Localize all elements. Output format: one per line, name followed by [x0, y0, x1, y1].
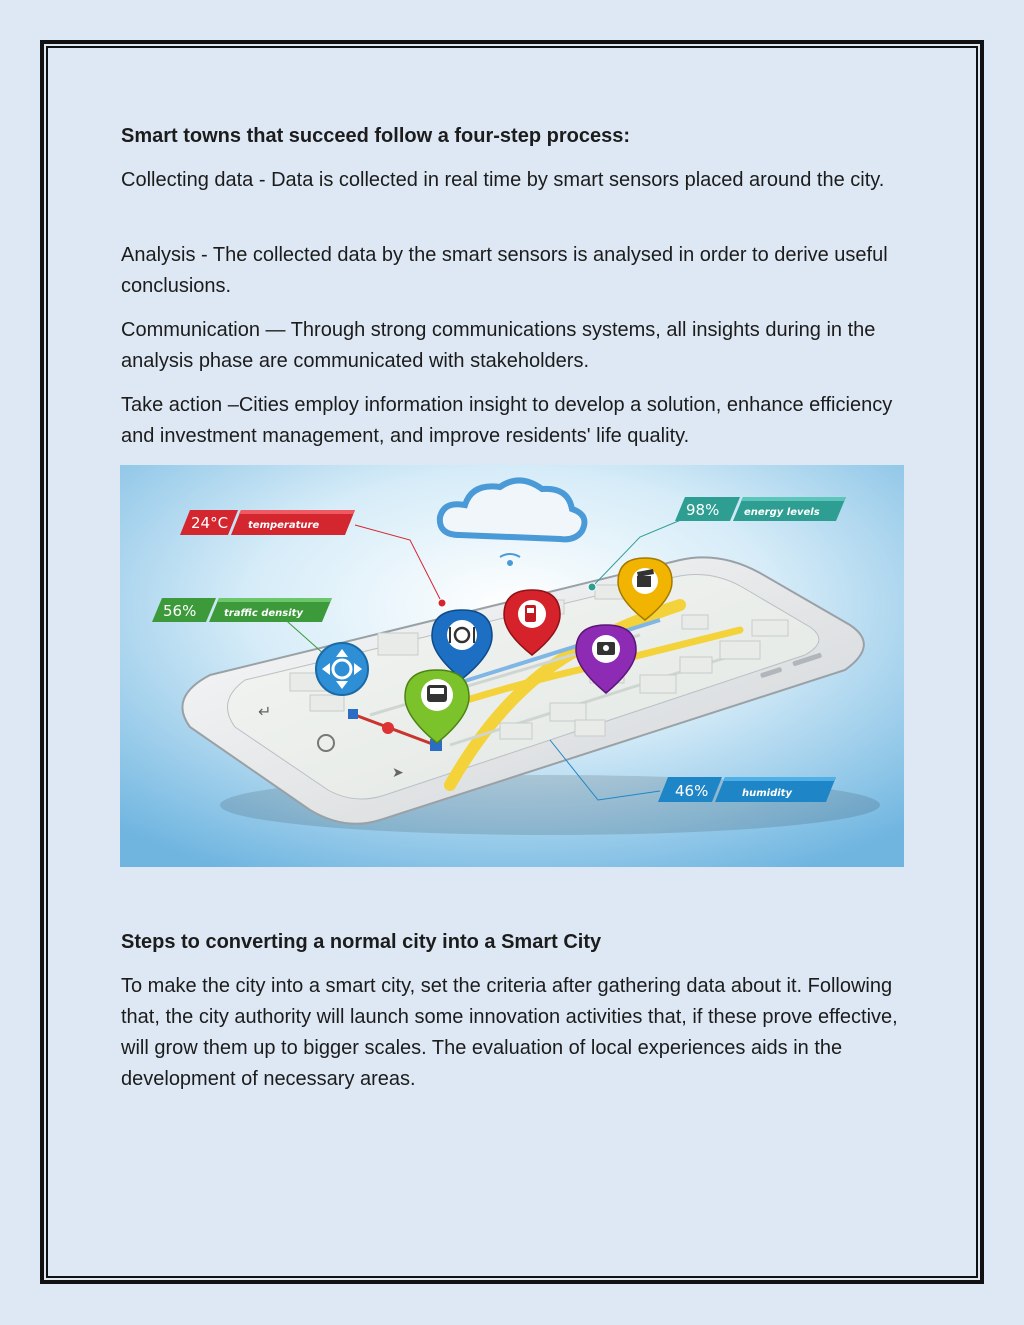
paragraph-take-action: Take action –Cities employ information insight to develop a solution, enhance efficiency and investment management, and improve residents' life quality.: [121, 394, 893, 447]
traffic-density-label: [152, 598, 332, 622]
svg-text:humidity: humidity: [742, 788, 792, 799]
paragraph-analysis: Analysis - The collected data by the smart sensors is analysed in order to derive useful conclusions.: [121, 244, 888, 297]
svg-text:➤: ➤: [392, 764, 404, 780]
smart-city-illustration: [120, 465, 904, 867]
svg-text:energy levels: energy levels: [744, 507, 820, 518]
humidity-label: [658, 777, 836, 802]
svg-text:98%: 98%: [686, 501, 720, 519]
svg-text:↵: ↵: [258, 704, 272, 721]
svg-text:46%: 46%: [675, 782, 709, 800]
section-heading-four-step-process: Smart towns that succeed follow a four-step process:: [121, 125, 630, 147]
paragraph-collecting-data: Collecting data - Data is collected in real time by smart sensors placed around the city.: [121, 169, 885, 191]
paragraph-smart-city-criteria: To make the city into a smart city, set the criteria after gathering data about it. Following that, the city authority will launch some innovation activities that, if these prove effective, will grow them up to bigger scales. The evaluation of local experiences aids in the development of necessary areas.: [121, 975, 898, 1090]
svg-text:traffic density: traffic density: [224, 608, 303, 619]
svg-text:temperature: temperature: [248, 520, 320, 531]
section-heading-smart-city-steps: Steps to converting a normal city into a Smart City: [121, 931, 602, 953]
navigation-icon: [316, 643, 368, 695]
energy-levels-label: [675, 497, 846, 521]
paragraph-communication: Communication — Through strong communications systems, all insights during in the analysis phase are communicated with stakeholders.: [121, 319, 876, 372]
svg-text:24°C: 24°C: [191, 514, 229, 532]
svg-text:56%: 56%: [163, 602, 197, 620]
temperature-label: [180, 510, 355, 535]
